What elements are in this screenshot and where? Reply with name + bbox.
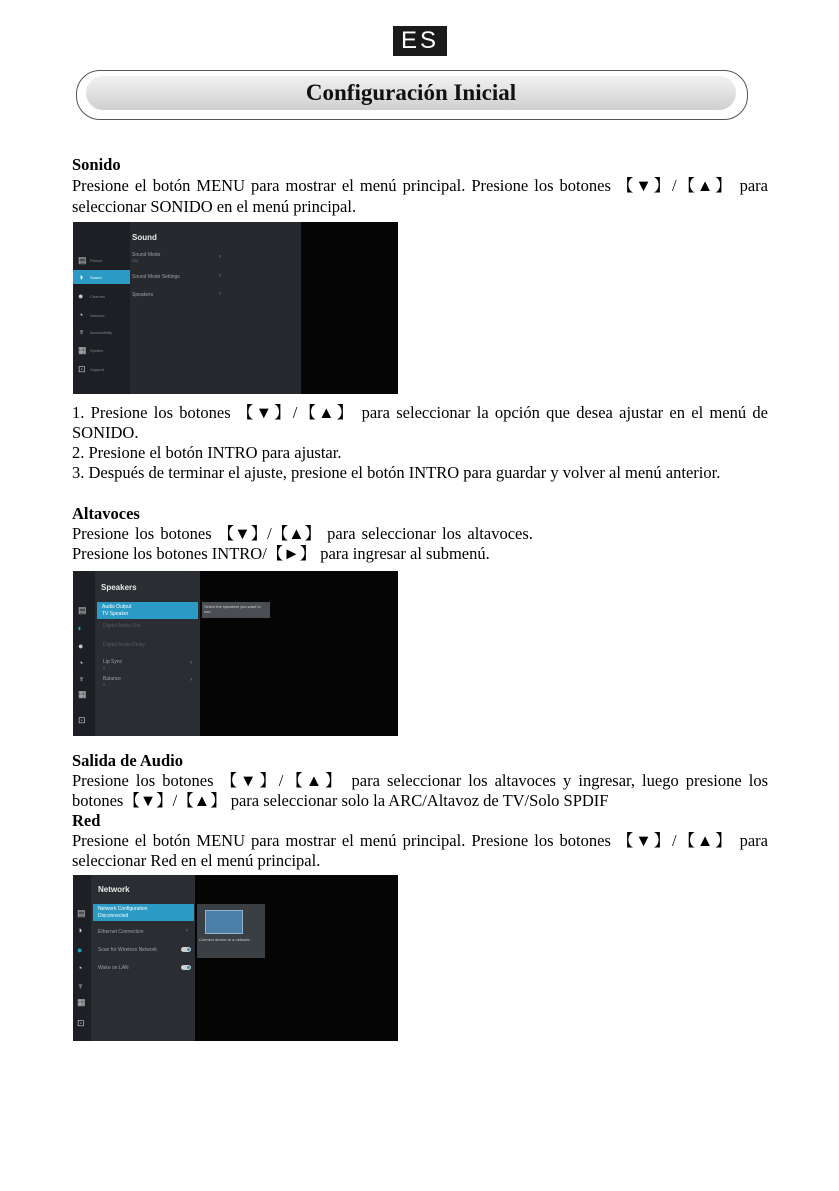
tv-menu-panel [91, 875, 195, 1041]
menu-row: Wake on LAN [98, 965, 129, 971]
network-illustration-icon [205, 910, 243, 934]
help-popup: Connect device to a network. [197, 904, 265, 958]
tv-sidebar [73, 875, 91, 1041]
wake-on-lan-toggle [181, 965, 191, 970]
sidebar-label: Network [90, 313, 105, 318]
speakers-menu-screenshot [73, 571, 398, 736]
menu-row: Sound Mode Std [132, 252, 161, 263]
sonido-step-3: 3. Después de terminar el ajuste, presione el botón INTRO para guardar y volver al menú anterior. [72, 463, 721, 482]
tv-menu-title: Network [98, 885, 130, 894]
chevron-right-icon: › [190, 677, 192, 683]
menu-row: Balance 0 [103, 676, 122, 687]
tv-menu-title: Sound [132, 233, 157, 242]
sound-icon: ◑ [77, 925, 83, 935]
system-icon: ▦ [77, 997, 86, 1007]
menu-row: Digital Audio Out [103, 623, 141, 629]
tv-menu-title: Speakers [101, 583, 137, 592]
chevron-right-icon: › [186, 928, 188, 934]
system-icon: ▦ [78, 689, 87, 699]
title-bar [86, 76, 736, 110]
wireless-toggle [181, 947, 191, 952]
channel-icon: ● [78, 291, 84, 301]
sonido-step-1: 1. Presione los botones 【▼】/【▲】 para seleccionar la opción que desea ajustar en el menú de SONIDO. [72, 403, 768, 442]
menu-row-highlight: Audio Output TV Speaker [97, 602, 198, 619]
sonido-intro-line2: seleccionar SONIDO en el menú principal. [72, 197, 357, 216]
sound-icon: ◑ [76, 623, 82, 633]
network-icon: ◔ [78, 658, 84, 668]
menu-row: Scan for Wireless Network [98, 947, 157, 953]
section-heading-altavoces: Altavoces [72, 504, 140, 523]
network-menu-screenshot [73, 875, 398, 1041]
sound-icon: ◑ [78, 272, 84, 282]
sonido-intro-line1: Presione el botón MENU para mostrar el menú principal. Presione los botones 【▼】/【▲】 para [72, 176, 768, 195]
accessibility-icon: ♆ [77, 981, 84, 991]
menu-row: Speakers [132, 292, 154, 298]
altavoces-line1: Presione los botones 【▼】/【▲】 para seleccionar los altavoces. [72, 524, 533, 543]
red-line1: Presione el botón MENU para mostrar el menú principal. Presione los botones 【▼】/【▲】 para [72, 831, 768, 850]
sound-menu-screenshot [73, 222, 398, 394]
sidebar-label: Sound [90, 275, 102, 280]
menu-row-highlight: Network Configuration Disconnected [93, 904, 194, 921]
support-icon: ⊡ [77, 1018, 85, 1028]
section-heading-sonido: Sonido [72, 155, 121, 174]
picture-icon: ▤ [78, 605, 87, 615]
menu-row: Ethernet Connection [98, 929, 144, 935]
accessibility-icon: ♆ [78, 674, 85, 684]
salida-line2: botones【▼】/【▲】 para seleccionar solo la ARC/Altavoz de TV/Solo SPDIF [72, 791, 609, 810]
picture-icon: ▤ [78, 255, 87, 265]
system-icon: ▦ [78, 345, 87, 355]
channel-icon: ● [77, 945, 83, 955]
chevron-right-icon: › [219, 273, 221, 279]
support-icon: ⊡ [78, 715, 86, 725]
sidebar-label: Accessibility [90, 330, 112, 335]
picture-icon: ▤ [77, 908, 86, 918]
section-heading-red: Red [72, 811, 101, 830]
chevron-right-icon: › [219, 291, 221, 297]
sidebar-label: Channel [90, 294, 105, 299]
tv-sidebar [73, 571, 95, 736]
section-heading-salida: Salida de Audio [72, 751, 183, 770]
tv-menu-panel [130, 222, 301, 394]
sonido-step-2: 2. Presione el botón INTRO para ajustar. [72, 443, 342, 462]
menu-row: Sound Mode Settings [132, 274, 180, 280]
support-icon: ⊡ [78, 364, 86, 374]
help-popup: Select the speakers you want to use. [202, 602, 270, 618]
page-title: Configuración Inicial [305, 80, 517, 105]
tv-menu-panel [95, 571, 200, 736]
chevron-right-icon: › [219, 254, 221, 260]
red-line2: seleccionar Red en el menú principal. [72, 851, 321, 870]
channel-icon: ● [78, 641, 84, 651]
sidebar-label: System [90, 348, 104, 353]
network-icon: ◔ [78, 310, 84, 320]
language-badge: ES [393, 26, 447, 56]
menu-row: Digital Audio Delay [103, 642, 145, 648]
accessibility-icon: ♆ [78, 327, 85, 337]
sidebar-label: Support [90, 367, 105, 372]
network-icon: ◔ [77, 963, 83, 973]
menu-row: Lip Sync 0 [103, 659, 123, 670]
chevron-right-icon: › [190, 660, 192, 666]
salida-line1: Presione los botones 【▼】/【▲】 para seleccionar los altavoces y ingresar, luego presione los [72, 771, 768, 790]
altavoces-line2: Presione los botones INTRO/【►】 para ingresar al submenú. [72, 544, 490, 563]
sidebar-label: Picture [90, 258, 103, 263]
